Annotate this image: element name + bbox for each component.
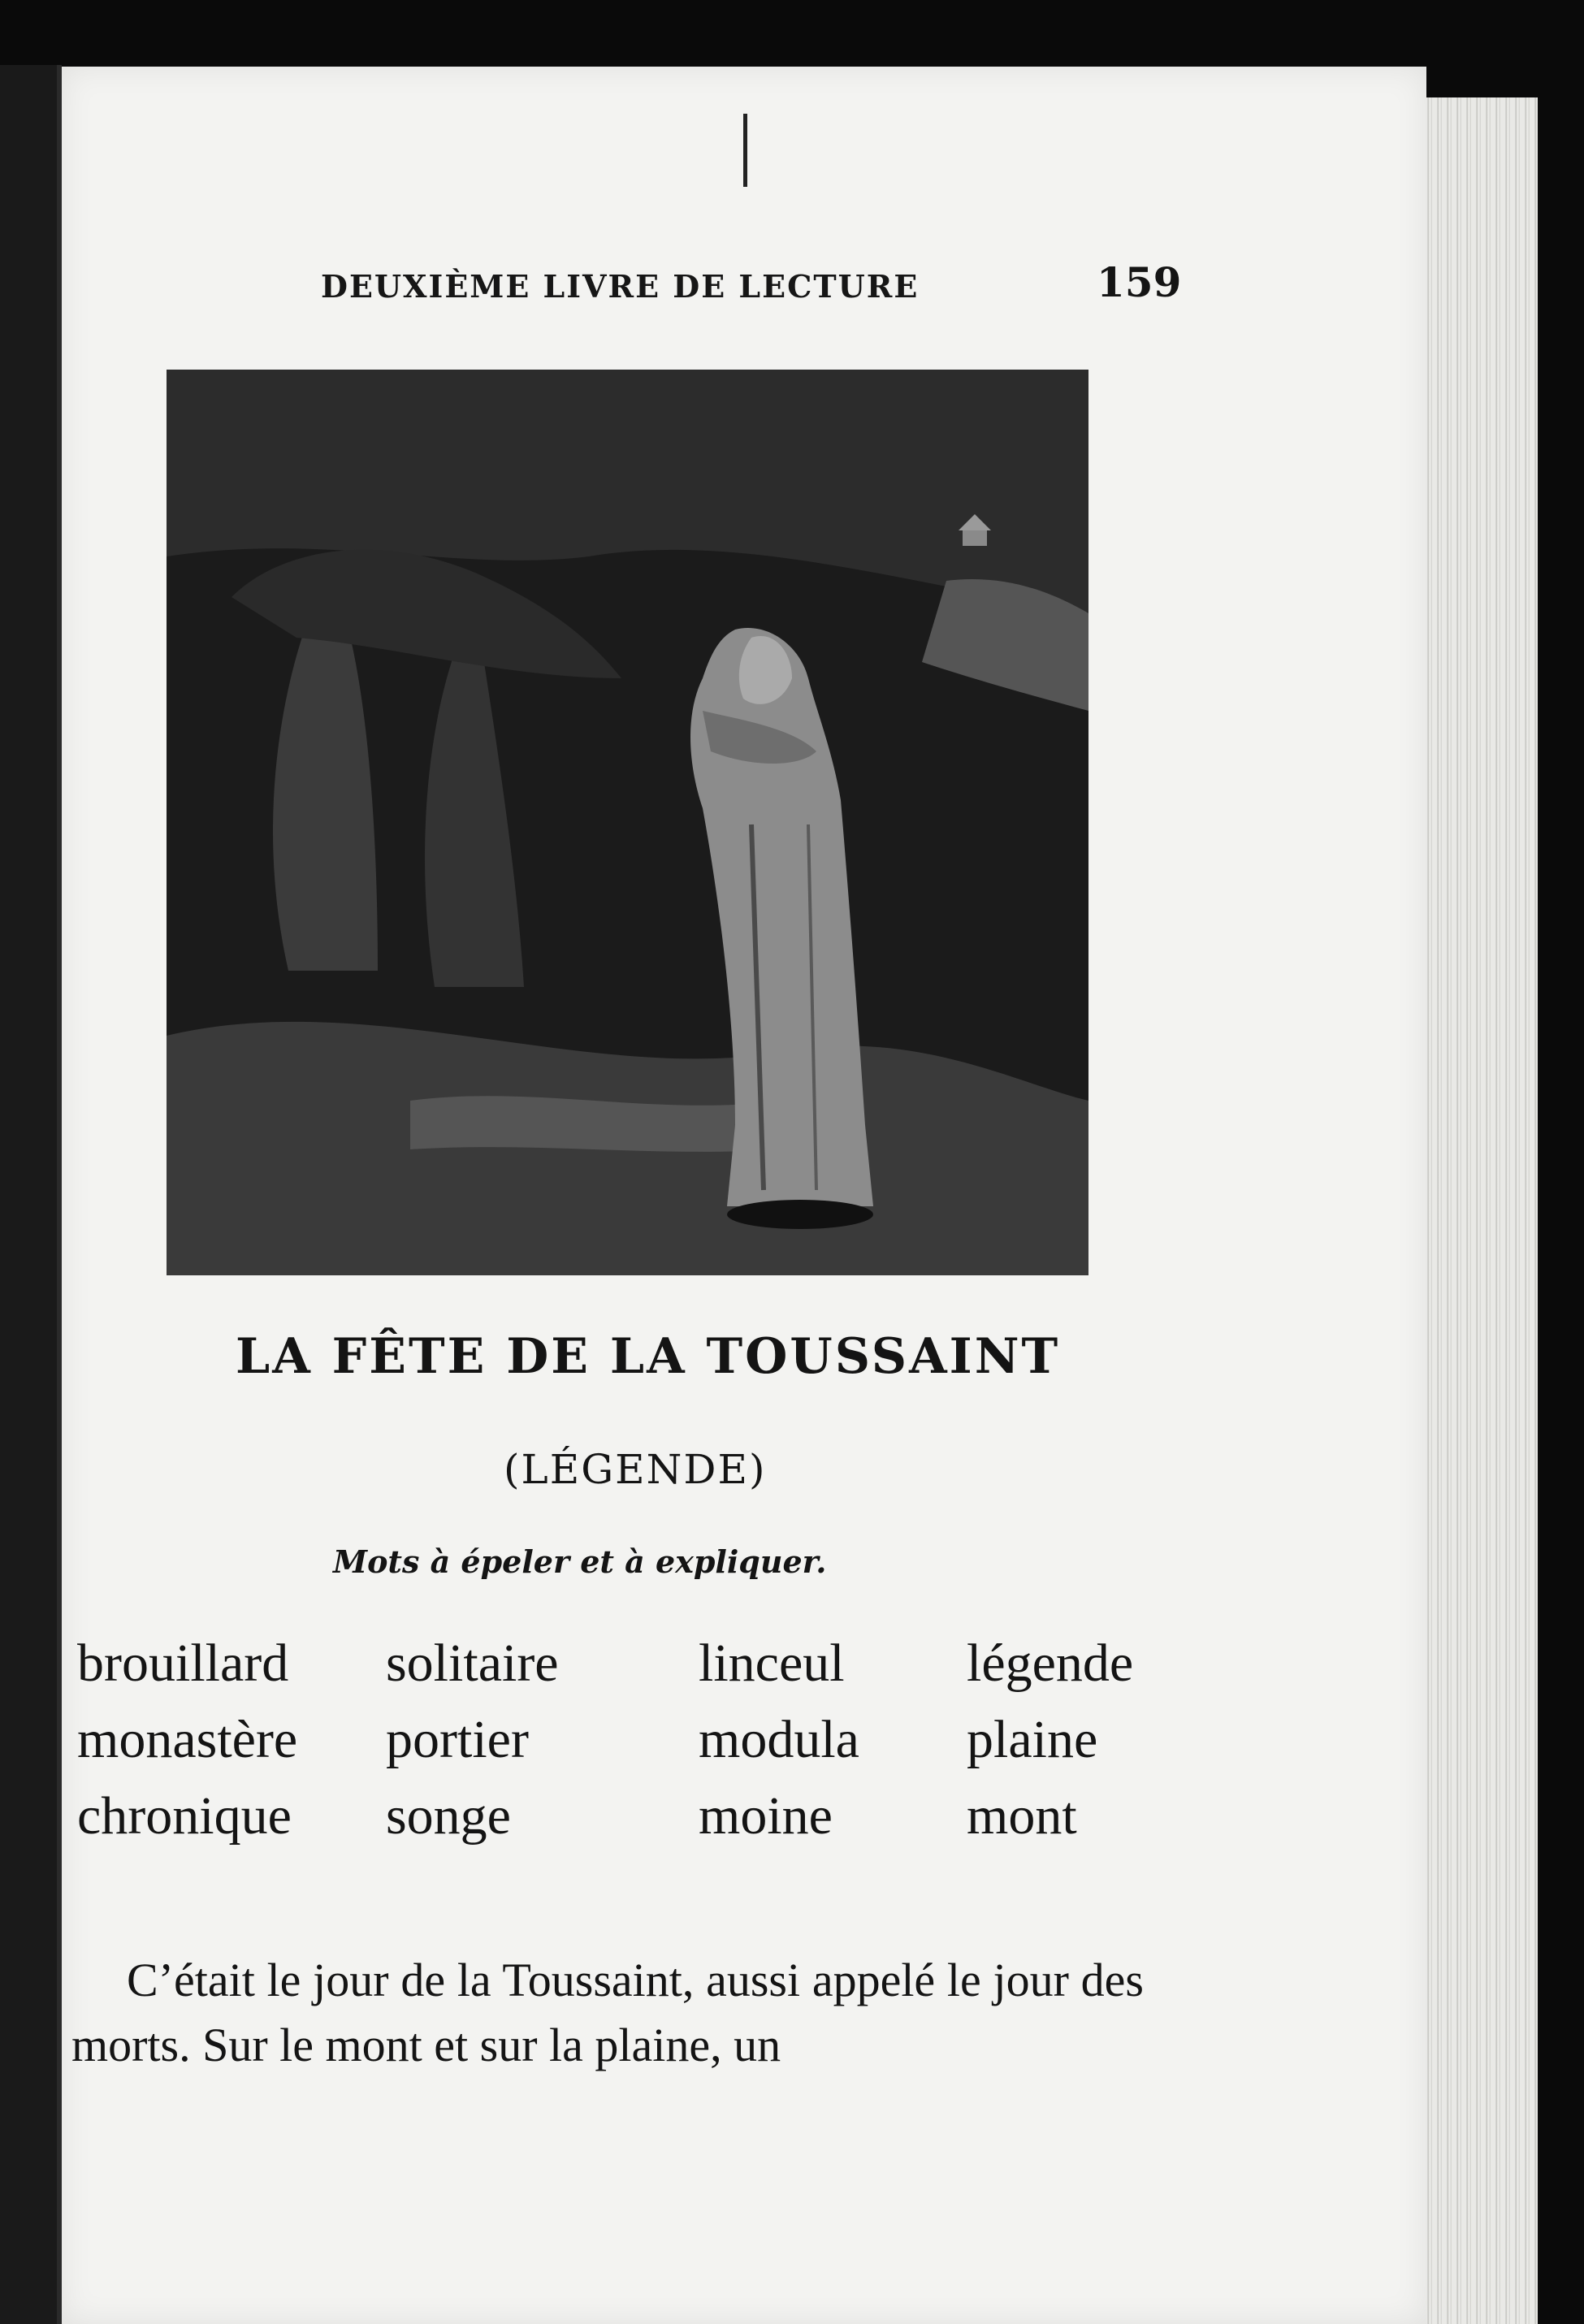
engraving-image bbox=[167, 370, 1088, 1275]
vocabulary-word: brouillard bbox=[77, 1634, 289, 1693]
lesson-subtitle: (LÉGENDE) bbox=[504, 1446, 767, 1493]
vocabulary-word: monastère bbox=[77, 1710, 298, 1769]
vocabulary-word: mont bbox=[967, 1786, 1077, 1846]
running-title: DEUXIÈME LIVRE DE LECTURE bbox=[321, 268, 920, 305]
vocabulary-word: songe bbox=[386, 1786, 511, 1846]
page-mark bbox=[743, 114, 747, 187]
monk-in-forest-engraving bbox=[167, 370, 1088, 1275]
vocabulary-word: linceul bbox=[699, 1634, 845, 1693]
vocabulary-word: solitaire bbox=[386, 1634, 559, 1693]
vocabulary-word: plaine bbox=[967, 1710, 1098, 1769]
vocabulary-word: chronique bbox=[77, 1786, 292, 1846]
vocabulary-word: moine bbox=[699, 1786, 833, 1846]
vocabulary-instruction: Mots à épeler et à expliquer. bbox=[333, 1543, 827, 1580]
vocabulary-word: portier bbox=[386, 1710, 529, 1769]
lesson-title: LA FÊTE DE LA TOUSSAINT bbox=[236, 1328, 1061, 1385]
vocabulary-word-list bbox=[77, 1633, 1166, 1847]
vocabulary-word: modula bbox=[699, 1710, 859, 1769]
vocabulary-word: légende bbox=[967, 1634, 1134, 1693]
body-paragraph: C’était le jour de la Toussaint, aussi appelé le jour des morts. Sur le mont et sur la plaine, un bbox=[71, 1954, 1144, 2071]
facing-page-edge bbox=[0, 65, 62, 2324]
page-number: 159 bbox=[1097, 258, 1182, 306]
